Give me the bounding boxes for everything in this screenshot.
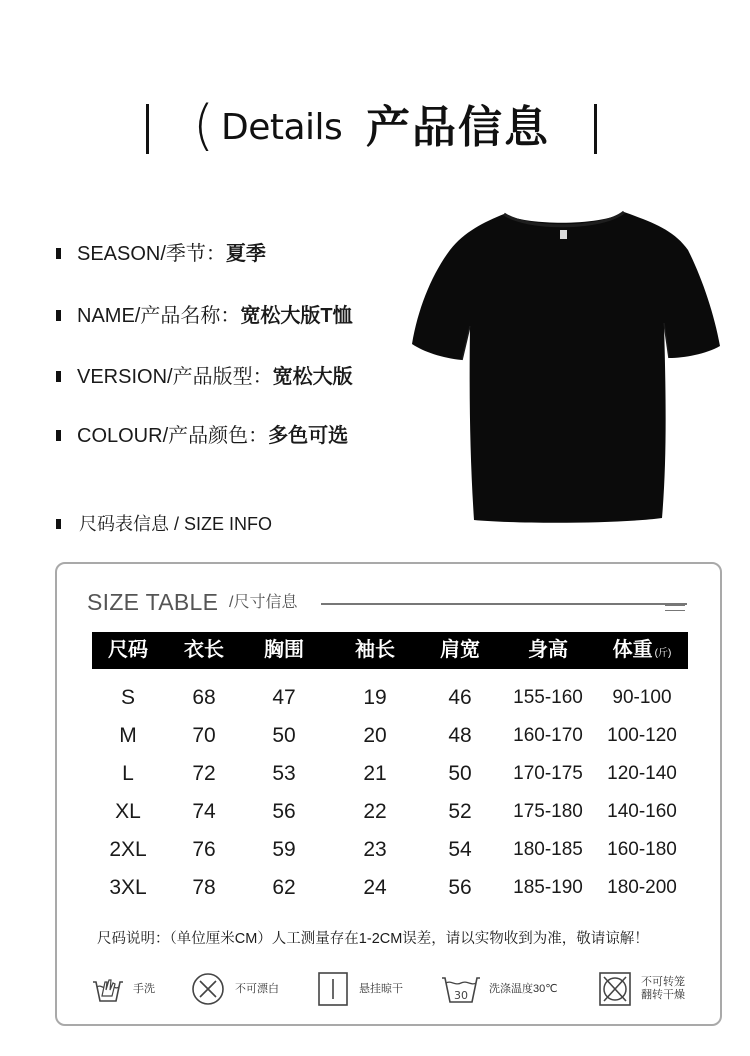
table-row bbox=[92, 679, 688, 717]
col-header-size: 尺码 bbox=[108, 639, 148, 661]
cell-height: 175-180 bbox=[513, 801, 583, 822]
cell-size: S bbox=[120, 686, 135, 709]
weight-unit: (斤) bbox=[654, 648, 672, 659]
cell-height: 180-185 bbox=[513, 839, 583, 860]
size-info-heading bbox=[56, 512, 272, 536]
cell-shoulder: 48 bbox=[448, 724, 472, 747]
info-colour bbox=[56, 423, 348, 449]
info-version-value: 宽松大版 bbox=[272, 366, 353, 388]
table-row bbox=[92, 755, 688, 793]
cell-length: 68 bbox=[192, 686, 216, 709]
size-table-subtitle: /尺寸信息 bbox=[229, 594, 298, 611]
wash-temp-icon bbox=[441, 972, 481, 1006]
cell-height: 170-175 bbox=[513, 763, 583, 784]
title-rule bbox=[321, 603, 687, 605]
cell-shoulder: 52 bbox=[448, 800, 472, 823]
info-version bbox=[56, 364, 353, 390]
size-info-heading-text: 尺码表信息 / SIZE INFO bbox=[79, 514, 273, 534]
info-season-value: 夏季 bbox=[225, 243, 266, 265]
info-name bbox=[56, 303, 353, 329]
table-row bbox=[92, 831, 688, 869]
bullet-icon bbox=[56, 248, 61, 259]
table-row bbox=[92, 793, 688, 831]
bullet-icon bbox=[56, 430, 61, 441]
size-note: 尺码说明：（单位厘米CM）人工测量存在1-2CM误差，请以实物收到为准，敬请谅解！ bbox=[97, 931, 649, 947]
hang-dry-label: 悬挂晾干 bbox=[359, 983, 403, 995]
care-wash-temp bbox=[441, 972, 571, 1008]
cell-weight: 100-120 bbox=[607, 725, 677, 746]
tshirt-image bbox=[412, 208, 720, 526]
header-paren: ( bbox=[193, 94, 215, 157]
col-header-weight bbox=[596, 632, 688, 669]
wash-temp-label: 洗涤温度30℃ bbox=[489, 983, 558, 995]
hand-wash-label: 手洗 bbox=[133, 983, 155, 995]
cell-sleeve: 19 bbox=[363, 686, 387, 709]
header-right-bar bbox=[594, 104, 597, 154]
no-tumble-dry-icon bbox=[599, 972, 631, 1006]
care-no-tumble bbox=[599, 972, 709, 1008]
no-bleach-icon bbox=[191, 972, 225, 1006]
cell-weight: 90-100 bbox=[612, 687, 672, 708]
col-header-chest: 胸围 bbox=[264, 639, 304, 661]
wash-temp-number: 30 bbox=[454, 989, 468, 1002]
no-tumble-label-2: 翻转干燥 bbox=[641, 989, 685, 1001]
info-season-label: SEASON/季节： bbox=[77, 243, 226, 265]
cell-sleeve: 21 bbox=[363, 762, 387, 785]
care-hang-dry bbox=[318, 972, 418, 1008]
cell-chest: 53 bbox=[272, 762, 296, 785]
info-colour-label: COLOUR/产品颜色： bbox=[77, 425, 269, 447]
col-header-weight-label: 体重 bbox=[612, 639, 653, 661]
cell-weight: 180-200 bbox=[607, 877, 677, 898]
cell-length: 72 bbox=[192, 762, 216, 785]
cell-shoulder: 46 bbox=[448, 686, 472, 709]
cell-length: 78 bbox=[192, 876, 216, 899]
cell-size: L bbox=[122, 762, 134, 785]
label-tag bbox=[560, 230, 567, 239]
info-name-value: 宽松大版T恤 bbox=[240, 305, 353, 327]
care-hand-wash bbox=[91, 972, 171, 1008]
size-table-header bbox=[92, 632, 688, 669]
cell-sleeve: 23 bbox=[363, 838, 387, 861]
info-version-label: VERSION/产品版型： bbox=[77, 366, 273, 388]
cell-chest: 50 bbox=[272, 724, 296, 747]
cell-height: 155-160 bbox=[513, 687, 583, 708]
bullet-icon bbox=[56, 371, 61, 382]
cell-length: 76 bbox=[192, 838, 216, 861]
no-bleach-label: 不可漂白 bbox=[235, 983, 279, 995]
cell-shoulder: 56 bbox=[448, 876, 472, 899]
cell-sleeve: 20 bbox=[363, 724, 387, 747]
info-colour-value: 多色可选 bbox=[268, 425, 349, 447]
cell-size: 2XL bbox=[109, 838, 147, 861]
cell-weight: 120-140 bbox=[607, 763, 677, 784]
hang-dry-icon bbox=[318, 972, 348, 1006]
cell-weight: 160-180 bbox=[607, 839, 677, 860]
col-header-length: 衣长 bbox=[184, 639, 224, 661]
cell-weight: 140-160 bbox=[607, 801, 677, 822]
equal-lines-icon bbox=[665, 605, 685, 611]
cell-chest: 59 bbox=[272, 838, 296, 861]
size-table-title: SIZE TABLE bbox=[87, 589, 219, 615]
header-left-bar bbox=[146, 104, 149, 154]
table-row bbox=[92, 869, 688, 907]
cell-sleeve: 22 bbox=[363, 800, 387, 823]
table-row bbox=[92, 717, 688, 755]
cell-size: M bbox=[119, 724, 137, 747]
col-header-sleeve: 袖长 bbox=[355, 639, 395, 661]
cell-chest: 62 bbox=[272, 876, 296, 899]
cell-chest: 47 bbox=[272, 686, 296, 709]
bullet-icon bbox=[56, 310, 61, 321]
cell-shoulder: 54 bbox=[448, 838, 472, 861]
cell-height: 160-170 bbox=[513, 725, 583, 746]
info-season bbox=[56, 241, 266, 267]
col-header-shoulder: 肩宽 bbox=[440, 639, 480, 661]
cell-chest: 56 bbox=[272, 800, 296, 823]
header-title-en: Details bbox=[221, 107, 343, 148]
cell-height: 185-190 bbox=[513, 877, 583, 898]
cell-size: 3XL bbox=[109, 876, 147, 899]
size-table-card bbox=[55, 562, 722, 1026]
no-tumble-label-1: 不可转笼 bbox=[641, 976, 685, 988]
hand-wash-icon bbox=[91, 974, 125, 1004]
cell-length: 74 bbox=[192, 800, 216, 823]
info-name-label: NAME/产品名称： bbox=[77, 305, 241, 327]
cell-shoulder: 50 bbox=[448, 762, 472, 785]
cell-sleeve: 24 bbox=[363, 876, 387, 899]
header-title-zh: 产品信息 bbox=[366, 103, 550, 152]
care-no-bleach bbox=[191, 972, 291, 1008]
cell-size: XL bbox=[115, 800, 141, 823]
cell-length: 70 bbox=[192, 724, 216, 747]
bullet-icon bbox=[56, 519, 61, 529]
col-header-height: 身高 bbox=[528, 639, 568, 661]
